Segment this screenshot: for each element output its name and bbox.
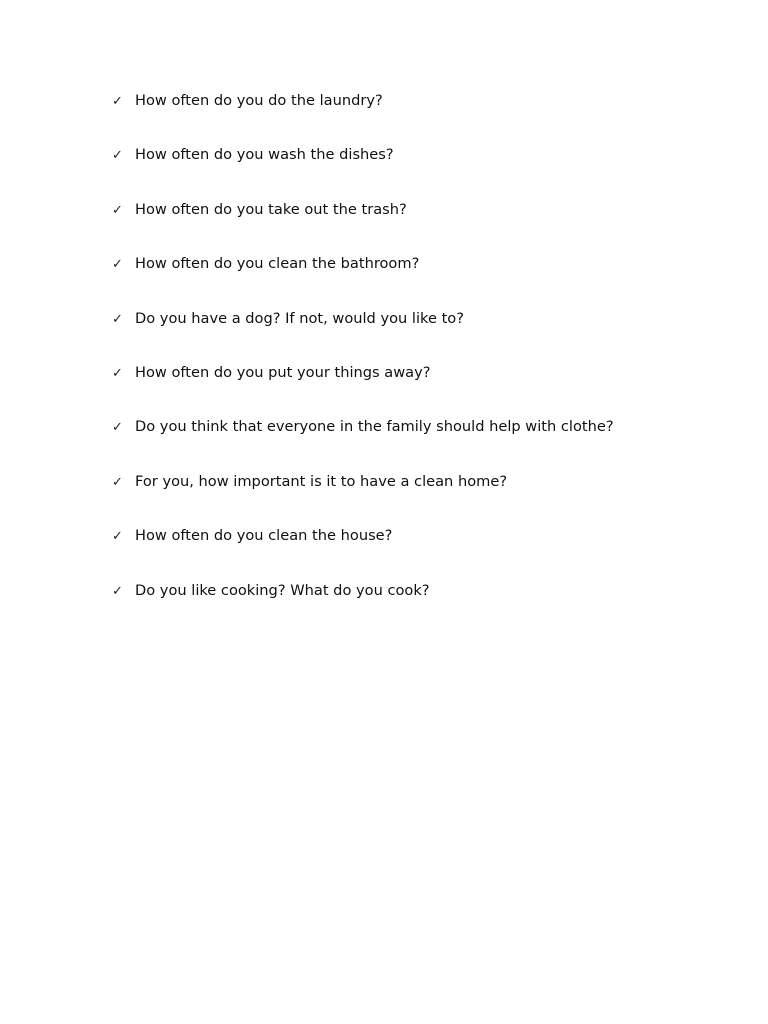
list-item: [112, 525, 614, 579]
question-list: [112, 90, 614, 634]
question-text: Do you like cooking? What do you cook?: [135, 581, 430, 599]
question-text: How often do you clean the bathroom?: [135, 255, 420, 273]
check-mark-icon: ✓: [112, 148, 123, 164]
list-item: [112, 253, 614, 307]
list-item: [112, 362, 614, 416]
question-text: How often do you take out the trash?: [135, 200, 407, 218]
list-item: [112, 416, 614, 470]
check-mark-icon: ✓: [112, 420, 123, 436]
list-item: [112, 90, 614, 144]
question-text: How often do you put your things away?: [135, 363, 431, 381]
check-mark-icon: ✓: [112, 365, 123, 381]
question-text: Do you have a dog? If not, would you like to?: [135, 309, 464, 327]
check-mark-icon: ✓: [112, 94, 123, 109]
check-mark-icon: ✓: [112, 311, 123, 327]
question-text: For you, how important is it to have a clean home?: [135, 472, 508, 490]
list-item: [112, 308, 614, 362]
list-item: [112, 471, 614, 525]
check-mark-icon: ✓: [112, 257, 123, 273]
question-text: How often do you clean the house?: [135, 527, 393, 545]
question-text: How often do you do the laundry?: [135, 92, 383, 109]
question-text: How often do you wash the dishes?: [135, 146, 394, 164]
list-item: [112, 144, 614, 198]
check-mark-icon: ✓: [112, 474, 123, 490]
question-text: Do you think that everyone in the family should help with clothe?: [135, 418, 614, 436]
list-item: [112, 199, 614, 253]
check-mark-icon: ✓: [112, 583, 123, 599]
check-mark-icon: ✓: [112, 529, 123, 545]
list-item: [112, 580, 614, 634]
check-mark-icon: ✓: [112, 202, 123, 218]
